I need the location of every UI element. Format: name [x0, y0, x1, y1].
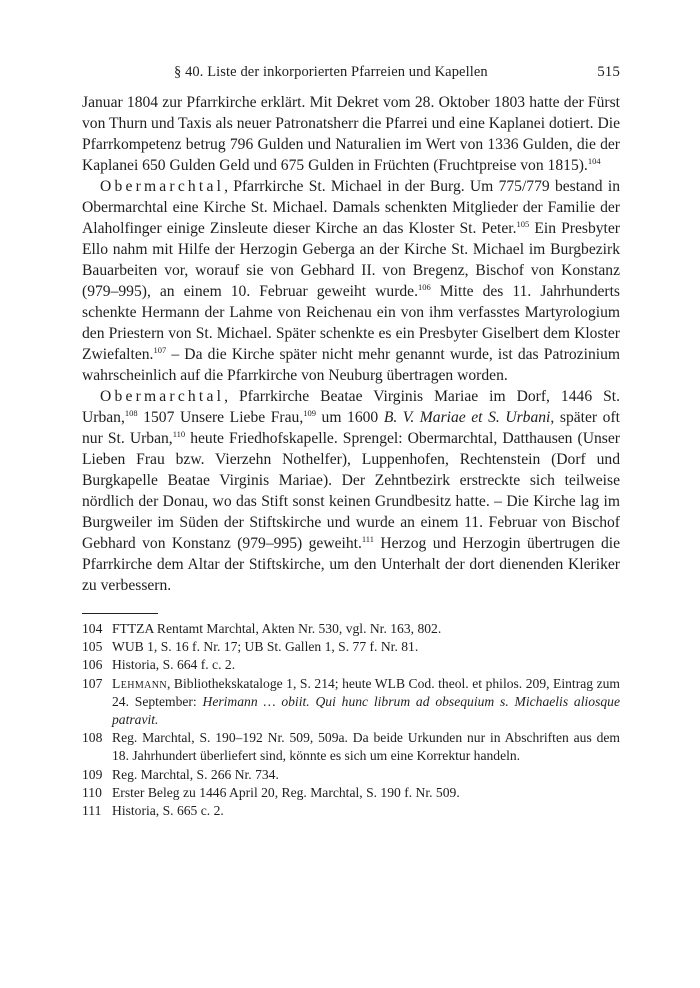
paragraph-2 — [82, 176, 620, 386]
footnote-text — [112, 675, 620, 730]
footnote — [82, 766, 620, 784]
footnote — [82, 620, 620, 638]
page-number: 515 — [597, 64, 620, 80]
footnote-text: Historia, S. 664 f. c. 2. — [112, 657, 236, 673]
footnote-ref: 104 — [587, 156, 601, 166]
footnote-number: 105 — [82, 639, 103, 655]
footnote-number: 108 — [82, 730, 103, 746]
place-name: Obermarchtal — [100, 178, 225, 195]
italic-quote: Herimann … obiit. Qui hunc librum ad obsequium s. Michaelis aliosque patravit. — [112, 693, 620, 728]
place-name: Obermarchtal — [100, 388, 225, 405]
paragraph-text: Ein Presbyter Ello nahm mit Hilfe der Herzogin Geberga an der Kirche St. Michael im Burgbezirk Bauarbeiten vor, worauf sie von Gebhard II. von Bregenz, Bischof von Konstanz (979–995), an einem 10. Februar geweiht wurde. — [82, 220, 620, 300]
footnote-divider — [82, 613, 158, 614]
paragraph-text: , später oft nur St. Urban, — [82, 409, 620, 447]
footnote-number: 106 — [82, 657, 103, 673]
footnote — [82, 675, 620, 730]
footnote-text: Reg. Marchtal, S. 190–192 Nr. 509, 509a. Da beide Urkunden nur in Abschriften aus dem 18. Jahrhundert überliefert sind, könnte es sich um eine Korrektur handeln. — [112, 730, 620, 764]
footnote-text-part: , Bibliothekskataloge 1, S. 214; heute WLB Cod. theol. et philos. 209, Eintrag zum 24. September: — [112, 675, 620, 709]
footnote-number: 109 — [82, 766, 103, 782]
footnote-ref: 111 — [361, 534, 374, 544]
footnote-ref: 106 — [418, 282, 431, 292]
footnote-ref: 108 — [124, 408, 138, 418]
footnote-number: 110 — [82, 784, 102, 800]
footnote-text: Reg. Marchtal, S. 266 Nr. 734. — [112, 766, 279, 782]
footnote-number: 111 — [82, 803, 102, 819]
footnote-number: 104 — [82, 621, 103, 636]
book-page — [82, 58, 620, 820]
running-head — [82, 58, 620, 84]
paragraph-text: , Pfarrkirche Beatae Virginis Mariae im Dorf, 1446 St. Urban, — [82, 388, 620, 426]
paragraph-text: um 1600 — [315, 409, 384, 426]
author-name: Lehmann — [112, 675, 167, 691]
footnote-text: FTTZA Rentamt Marchtal, Akten Nr. 530, vgl. Nr. 163, 802. — [112, 621, 442, 636]
italic-text: B. V. Mariae et S. Urbani — [383, 409, 551, 426]
footnote — [82, 802, 620, 820]
footnote-ref: 109 — [303, 408, 316, 418]
paragraph-text: – Da die Kirche später nicht mehr genannt wurde, ist das Patrozinium wahrscheinlich auf die Pfarrkirche von Neuburg übertragen worden. — [82, 346, 620, 384]
footnote-text: WUB 1, S. 16 f. Nr. 17; UB St. Gallen 1, S. 77 f. Nr. 81. — [112, 639, 419, 655]
footnote-text: Erster Beleg zu 1446 April 20, Reg. Marchtal, S. 190 f. Nr. 509. — [112, 784, 460, 800]
paragraph-text: Herzog und Herzogin übertrugen die Pfarrkirche dem Altar der Stiftskirche, um den Unterhalt der dort dienenden Kleriker zu verbessern. — [82, 535, 620, 594]
footnote-number: 107 — [82, 675, 103, 691]
footnote-ref: 110 — [172, 429, 186, 439]
paragraph-text: Mitte des 11. Jahrhunderts schenkte Hermann der Lahme von Reichenau ein von ihm verfasstes Martyrologium den Priestern von St. Michael. Später schenkte es ein Presbyter Giselbert dem Kloster Zwiefalten. — [82, 283, 621, 363]
paragraph-3 — [82, 386, 620, 596]
footnote — [82, 656, 620, 674]
paragraph-text: , Pfarrkirche St. Michael in der Burg. Um 775/779 bestand in Obermarchtal eine Kirche St. Michael. Damals schenkten Mitglieder der Familie der Alaholfinger einige Zinsleute dieser Kirche an das Kloster St. Peter. — [82, 178, 620, 237]
main-text — [82, 92, 620, 596]
paragraph-text: 1507 Unsere Liebe Frau, — [137, 409, 304, 426]
footnote — [82, 784, 620, 802]
footnote-ref: 107 — [153, 345, 167, 355]
footnote — [82, 729, 620, 765]
paragraph-1 — [82, 92, 620, 176]
footnote — [82, 638, 620, 656]
paragraph-text: heute Friedhofskapelle. Sprengel: Obermarchtal, Datthausen (Unser Lieben Frau bzw. Vierzehn Nothelfer), Luppenhofen, Rechtenstein (Dorf und Burgkapelle Beatae Virginis Mariae). Der Zehntbezirk erstreckte sich teilweise nördlich der Donau, wo das Stift sonst keinen Grundbesitz hatte. – Die Kirche lag im Burgweiler im Süden der Stiftskirche und wurde an einem 11. Februar von Bischof Gebhard von Konstanz (979–995) geweiht. — [82, 430, 620, 552]
footnotes — [82, 620, 620, 820]
footnote-ref: 105 — [516, 219, 530, 229]
paragraph-text: Januar 1804 zur Pfarrkirche erklärt. Mit Dekret vom 28. Oktober 1803 hatte der Fürst von Thurn und Taxis als neuer Patronatsherr die Pfarrei und eine Kaplanei dotiert. Die Pfarrkompetenz betrug 796 Gulden und Naturalien im Wert von 1336 Gulden, die der Kaplanei 650 Gulden Geld und 675 Gulden in Früchten (Fruchtpreise von 1815). — [82, 94, 620, 174]
footnote-text: Historia, S. 665 c. 2. — [112, 803, 224, 819]
running-head-title: § 40. Liste der inkorporierten Pfarreien und Kapellen — [174, 64, 488, 80]
